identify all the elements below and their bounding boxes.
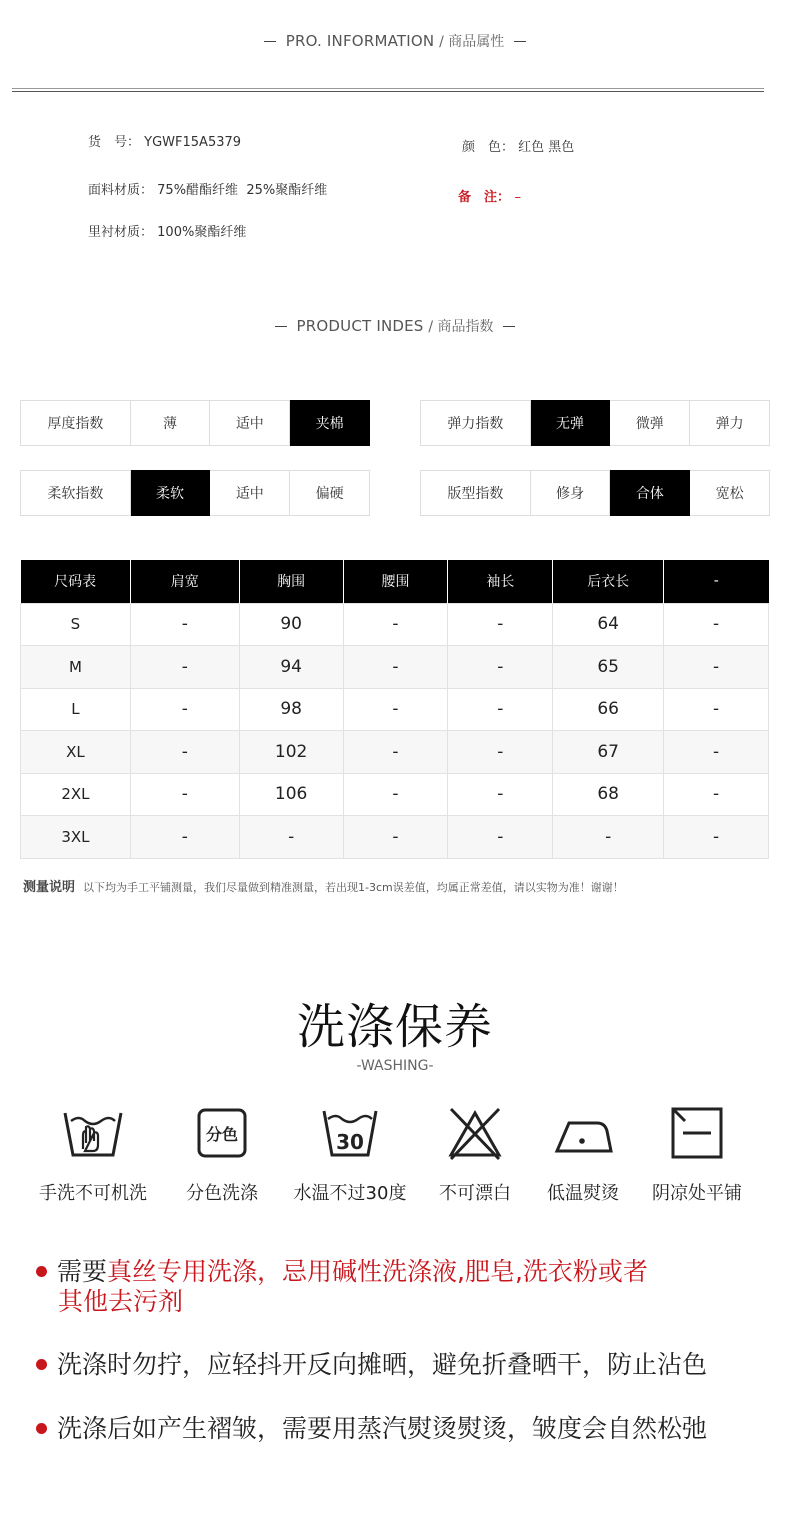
size-header-cell: 肩宽 bbox=[130, 560, 239, 603]
size-cell: - bbox=[553, 816, 664, 859]
size-cell: - bbox=[130, 646, 239, 689]
size-header-cell: 袖长 bbox=[448, 560, 553, 603]
heading-en: PRO. INFORMATION bbox=[285, 32, 435, 50]
size-row bbox=[21, 816, 769, 859]
care-item-separate-color bbox=[162, 1105, 282, 1205]
size-cell: 2XL bbox=[21, 773, 131, 816]
index-option: 薄 bbox=[130, 401, 210, 446]
care-item-no-bleach bbox=[415, 1105, 535, 1205]
index-label: 厚度指数 bbox=[21, 401, 131, 446]
size-cell: 65 bbox=[553, 646, 664, 689]
care-tip bbox=[36, 1414, 707, 1444]
size-cell: - bbox=[343, 816, 448, 859]
index-option: 弹力 bbox=[690, 401, 770, 446]
size-cell: 90 bbox=[239, 603, 343, 646]
size-cell: - bbox=[664, 773, 769, 816]
tip-text: 洗涤时勿拧，应轻抖开反向摊晒，避免折叠晒干，防止沾色 bbox=[57, 1350, 708, 1379]
size-header-cell: 后衣长 bbox=[553, 560, 664, 603]
color-info bbox=[462, 136, 574, 155]
lining-material bbox=[88, 221, 246, 240]
care-item-dry-flat-shade bbox=[637, 1105, 757, 1205]
care-label: 不可漂白 bbox=[439, 1183, 511, 1204]
washing-title: 洗涤保养 bbox=[296, 999, 493, 1055]
size-cell: - bbox=[448, 688, 553, 731]
care-label: 低温熨烫 bbox=[547, 1183, 619, 1204]
size-cell: M bbox=[21, 646, 131, 689]
size-cell: - bbox=[343, 603, 448, 646]
heading-dash bbox=[503, 326, 515, 327]
index-option: 偏硬 bbox=[290, 471, 370, 516]
index-thickness bbox=[20, 400, 370, 446]
tip-text-highlight: 其他去污剂 bbox=[58, 1287, 184, 1316]
size-cell: - bbox=[130, 688, 239, 731]
care-tip bbox=[36, 1350, 707, 1380]
tip-text: 需要 bbox=[57, 1257, 108, 1286]
size-cell: - bbox=[448, 646, 553, 689]
measure-note-title: 测量说明 bbox=[23, 880, 76, 895]
tip-text: 洗涤后如产生褶皱，需要用蒸汽熨烫熨烫，皱度会自然松弛 bbox=[57, 1414, 708, 1443]
care-item-wash-30 bbox=[290, 1105, 410, 1205]
size-cell: 102 bbox=[239, 731, 343, 774]
size-cell: 3XL bbox=[21, 816, 131, 859]
size-cell: - bbox=[664, 646, 769, 689]
item-number bbox=[88, 131, 241, 150]
size-cell: - bbox=[130, 816, 239, 859]
care-item-low-iron bbox=[523, 1105, 643, 1205]
bullet-dot bbox=[36, 1359, 47, 1370]
index-option: 修身 bbox=[530, 471, 610, 516]
product-index-heading bbox=[0, 316, 790, 336]
low-iron-icon bbox=[553, 1105, 613, 1161]
index-option: 无弹 bbox=[530, 401, 610, 446]
size-cell: S bbox=[21, 603, 131, 646]
bullet-dot bbox=[36, 1423, 47, 1434]
index-option: 适中 bbox=[210, 471, 290, 516]
size-cell: - bbox=[343, 646, 448, 689]
size-header-cell: 腰围 bbox=[343, 560, 448, 603]
size-header-cell: 胸围 bbox=[239, 560, 343, 603]
index-elasticity bbox=[420, 400, 770, 446]
size-cell: - bbox=[130, 731, 239, 774]
item-number-value: YGWF15A5379 bbox=[144, 135, 242, 150]
pro-information-heading bbox=[0, 31, 790, 51]
size-cell: 66 bbox=[553, 688, 664, 731]
index-softness bbox=[20, 470, 370, 516]
separate-color-icon-text: 分色 bbox=[205, 1125, 239, 1144]
index-option: 适中 bbox=[210, 401, 290, 446]
size-row bbox=[21, 688, 769, 731]
color-label: 颜 色： bbox=[462, 140, 515, 155]
size-table-header bbox=[21, 560, 769, 603]
index-label: 弹力指数 bbox=[421, 401, 531, 446]
heading-cn: / 商品指数 bbox=[428, 319, 494, 335]
size-cell: 64 bbox=[553, 603, 664, 646]
index-option: 微弹 bbox=[610, 401, 690, 446]
care-label: 手洗不可机洗 bbox=[39, 1183, 147, 1204]
size-row bbox=[21, 773, 769, 816]
size-header-cell: - bbox=[664, 560, 769, 603]
fabric-label: 面料材质： bbox=[88, 183, 154, 198]
size-cell: - bbox=[343, 773, 448, 816]
size-cell: - bbox=[239, 816, 343, 859]
size-cell: XL bbox=[21, 731, 131, 774]
size-cell: 106 bbox=[239, 773, 343, 816]
size-row bbox=[21, 646, 769, 689]
care-tip bbox=[36, 1257, 648, 1317]
index-label: 版型指数 bbox=[421, 471, 531, 516]
size-cell: 94 bbox=[239, 646, 343, 689]
index-option: 合体 bbox=[610, 471, 690, 516]
care-label: 分色洗涤 bbox=[186, 1183, 258, 1204]
wash-30-icon-text: 30 bbox=[336, 1130, 364, 1154]
section-divider bbox=[12, 88, 764, 92]
wash-30-icon bbox=[320, 1105, 380, 1161]
size-cell: - bbox=[343, 688, 448, 731]
remark-info bbox=[458, 186, 521, 205]
size-cell: 67 bbox=[553, 731, 664, 774]
index-option: 夹棉 bbox=[290, 401, 370, 446]
index-option: 宽松 bbox=[690, 471, 770, 516]
size-cell: L bbox=[21, 688, 131, 731]
heading-dash bbox=[514, 41, 526, 42]
hand-wash-icon bbox=[61, 1105, 125, 1161]
size-cell: 98 bbox=[239, 688, 343, 731]
size-cell: - bbox=[448, 731, 553, 774]
index-label: 柔软指数 bbox=[21, 471, 131, 516]
no-bleach-icon bbox=[445, 1105, 505, 1161]
index-option: 柔软 bbox=[130, 471, 210, 516]
remark-label: 备 注： bbox=[458, 190, 511, 205]
remark-value: – bbox=[514, 190, 522, 205]
care-label: 阴凉处平铺 bbox=[652, 1183, 742, 1204]
size-cell: - bbox=[343, 731, 448, 774]
fabric-material bbox=[88, 179, 327, 198]
measure-note bbox=[23, 876, 624, 895]
size-cell: 68 bbox=[553, 773, 664, 816]
dry-flat-shade-icon bbox=[669, 1105, 725, 1161]
size-cell: - bbox=[448, 816, 553, 859]
lining-value: 100%聚酯纤维 bbox=[157, 225, 247, 240]
size-row bbox=[21, 731, 769, 774]
heading-dash bbox=[264, 41, 276, 42]
size-cell: - bbox=[448, 773, 553, 816]
index-fit bbox=[420, 470, 770, 516]
separate-color-icon bbox=[196, 1105, 248, 1161]
washing-subtitle: -WASHING- bbox=[356, 1058, 434, 1074]
measure-note-text: 以下均为手工平铺测量，我们尽量做到精准测量，若出现1-3cm误差值，均属正常差值，请以实物为准！谢谢！ bbox=[83, 881, 624, 894]
tip-text-highlight: 真丝专用洗涤，忌用碱性洗涤液,肥皂,洗衣粉或者 bbox=[107, 1257, 648, 1286]
heading-en: PRODUCT INDES bbox=[296, 317, 424, 335]
lining-label: 里衬材质： bbox=[88, 225, 154, 240]
size-cell: - bbox=[664, 603, 769, 646]
size-row bbox=[21, 603, 769, 646]
care-item-hand-wash bbox=[33, 1105, 153, 1205]
heading-dash bbox=[275, 326, 287, 327]
size-cell: - bbox=[130, 773, 239, 816]
size-cell: - bbox=[664, 688, 769, 731]
size-cell: - bbox=[664, 816, 769, 859]
size-cell: - bbox=[130, 603, 239, 646]
color-value: 红色 黑色 bbox=[518, 140, 575, 155]
size-cell: - bbox=[448, 603, 553, 646]
size-header-cell: 尺码表 bbox=[21, 560, 131, 603]
fabric-value: 75%醋酯纤维 25%聚酯纤维 bbox=[157, 183, 328, 198]
care-label: 水温不过30度 bbox=[293, 1183, 407, 1204]
size-cell: - bbox=[664, 731, 769, 774]
item-number-label: 货 号： bbox=[88, 135, 141, 150]
size-table bbox=[20, 560, 769, 859]
heading-cn: / 商品属性 bbox=[439, 34, 505, 50]
bullet-dot bbox=[36, 1266, 47, 1277]
